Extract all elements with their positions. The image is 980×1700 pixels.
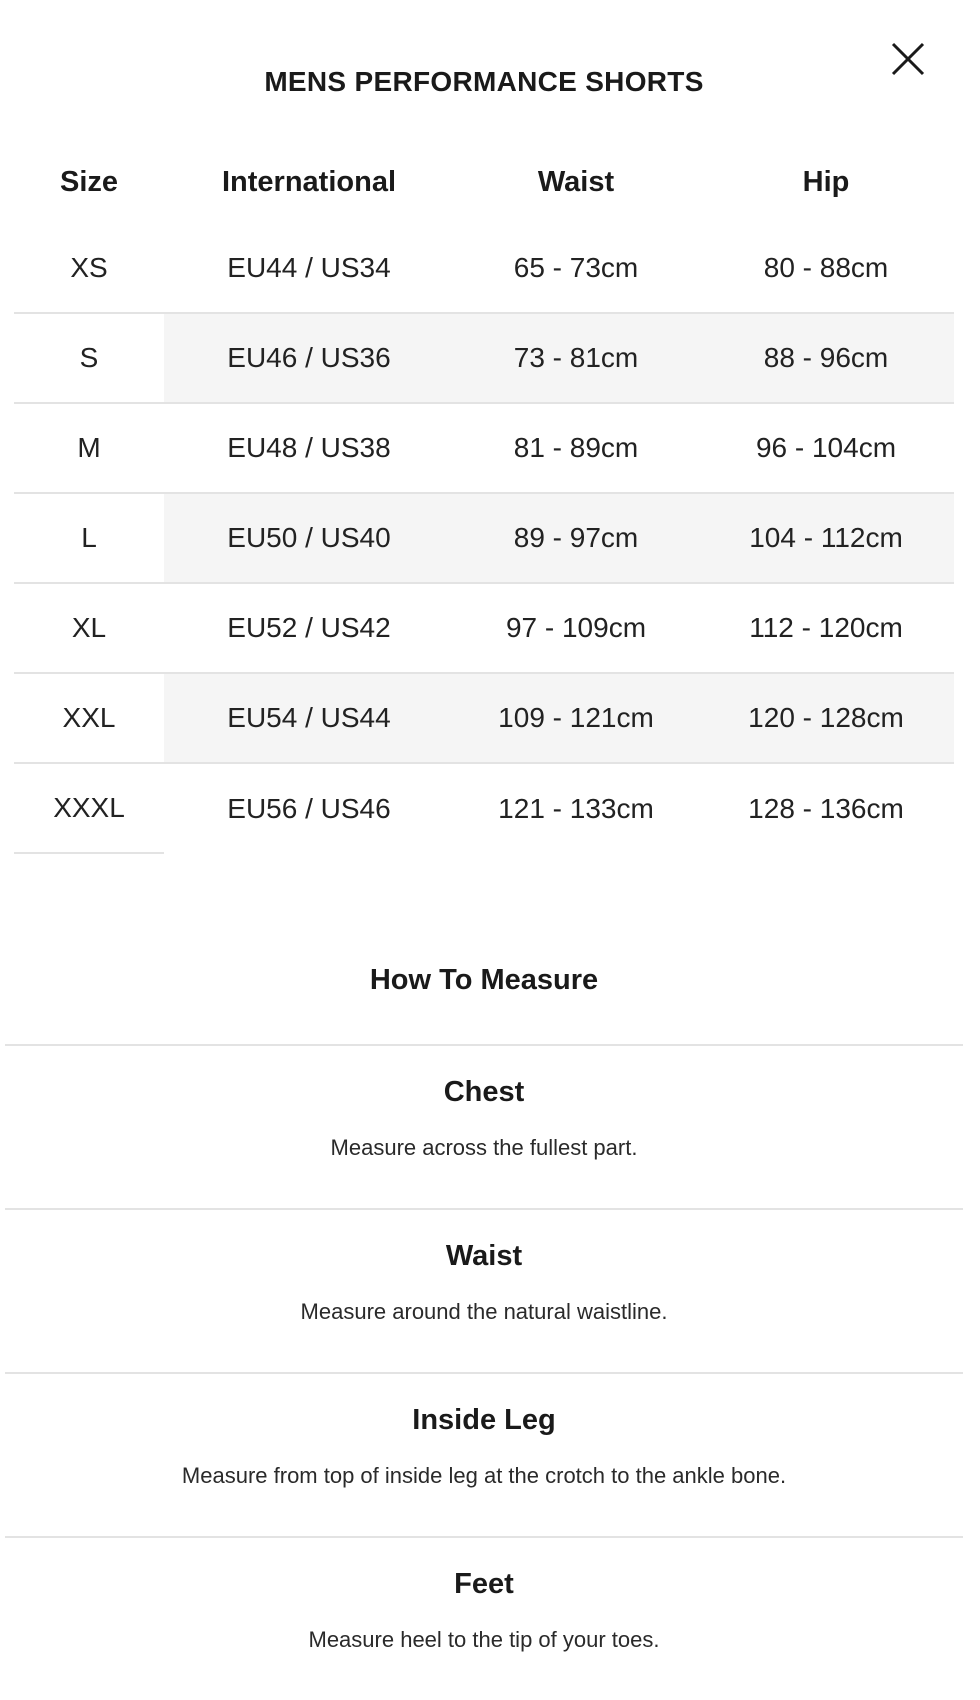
measure-item-description: Measure around the natural waistline. [300, 1299, 668, 1324]
cell-hip: 112 - 120cm [698, 583, 954, 673]
table-row [14, 673, 954, 763]
cell-size: L [14, 493, 164, 583]
cell-waist: 65 - 73cm [454, 224, 698, 313]
table-header-row [14, 140, 954, 224]
cell-size: XL [14, 583, 164, 673]
measure-item-description: Measure from top of inside leg at the crotch to the ankle bone. [181, 1463, 787, 1488]
measure-list [5, 1044, 963, 1700]
measure-item-description: Measure across the fullest part. [330, 1135, 638, 1160]
table-row [14, 493, 954, 583]
cell-hip: 120 - 128cm [698, 673, 954, 763]
measure-item-waist [5, 1208, 963, 1372]
cell-international: EU48 / US38 [164, 403, 454, 493]
cell-size: XXL [14, 673, 164, 763]
measure-item-title: Feet [454, 1568, 514, 1600]
measure-item-title: Chest [443, 1076, 525, 1108]
cell-size: M [14, 403, 164, 493]
cell-size: S [14, 313, 164, 403]
cell-waist: 109 - 121cm [454, 673, 698, 763]
how-to-measure-heading: How To Measure [369, 964, 599, 996]
cell-hip: 128 - 136cm [748, 792, 904, 824]
cell-waist: 81 - 89cm [454, 403, 698, 493]
table-row [14, 583, 954, 673]
cell-hip: 96 - 104cm [698, 403, 954, 493]
table-row [14, 313, 954, 403]
cell-international: EU46 / US36 [164, 313, 454, 403]
size-chart-table [14, 140, 954, 854]
page-title: MENS PERFORMANCE SHORTS [264, 66, 704, 97]
column-header-size: Size [59, 165, 119, 198]
cell-international: EU50 / US40 [164, 493, 454, 583]
table-row [14, 403, 954, 493]
cell-international: EU44 / US34 [164, 224, 454, 313]
measure-item-title: Waist [445, 1240, 523, 1272]
cell-size: XS [14, 224, 164, 313]
cell-waist: 97 - 109cm [454, 583, 698, 673]
cell-hip: 104 - 112cm [698, 493, 954, 583]
measure-item-chest [5, 1044, 963, 1208]
cell-waist: 89 - 97cm [454, 493, 698, 583]
measure-item-description: Measure heel to the tip of your toes. [308, 1627, 660, 1652]
cell-international: EU54 / US44 [164, 673, 454, 763]
measure-item-title: Inside Leg [412, 1404, 556, 1436]
column-header-hip: Hip [802, 165, 850, 198]
cell-waist: 121 - 133cm [498, 792, 654, 824]
table-row [14, 224, 954, 313]
measure-item-inside-leg [5, 1372, 963, 1536]
table-row [14, 763, 954, 853]
cell-international: EU56 / US46 [227, 792, 391, 824]
cell-hip: 80 - 88cm [698, 224, 954, 313]
cell-international: EU52 / US42 [164, 583, 454, 673]
column-header-international: International [221, 165, 396, 198]
measure-item-feet [5, 1536, 963, 1700]
cell-waist: 73 - 81cm [454, 313, 698, 403]
cell-size: XXXL [14, 763, 164, 853]
column-header-waist: Waist [537, 165, 615, 198]
cell-hip: 88 - 96cm [698, 313, 954, 403]
